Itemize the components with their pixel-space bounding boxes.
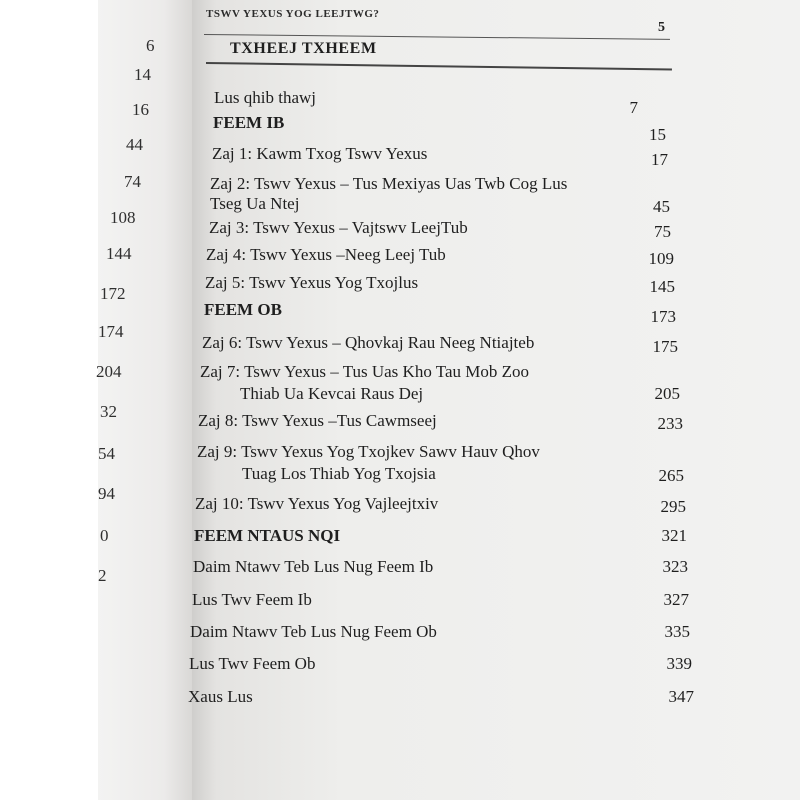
- toc-section-title: FEEM NTAUS NQI: [194, 526, 341, 545]
- toc-entry-title: Lus Twv Feem Ib: [192, 590, 312, 609]
- toc-entry-page: 175: [652, 337, 678, 356]
- toc-entry-title: Zaj 9: Tswv Yexus Yog Txojkev Sawv Hauv Qhov: [197, 442, 540, 461]
- left-page-number: 144: [106, 244, 132, 263]
- toc-entry-page: 339: [666, 654, 692, 673]
- page-number: 5: [658, 20, 665, 35]
- toc-entry-title: Zaj 5: Tswv Yexus Yog Txojlus: [205, 273, 419, 292]
- toc-entry-page: 321: [661, 526, 687, 545]
- left-page-number: 74: [124, 172, 141, 191]
- background-edge: [0, 0, 98, 800]
- left-page-number: 32: [100, 402, 117, 421]
- toc-entry-title: Zaj 10: Tswv Yexus Yog Vajleejtxiv: [195, 494, 439, 513]
- left-page-number: 16: [132, 100, 149, 119]
- left-page-number: 0: [100, 526, 109, 545]
- toc-entry-page: 265: [658, 466, 684, 485]
- toc-entry-title: Thiab Ua Kevcai Raus Dej: [240, 384, 424, 403]
- left-page-number: 94: [98, 484, 115, 503]
- left-page-number: 174: [98, 322, 124, 341]
- left-page-number: 44: [126, 135, 143, 154]
- toc-entry-page: 347: [668, 687, 694, 706]
- toc-entry-title: Lus qhib thawj: [214, 88, 316, 107]
- toc-entry-page: 295: [660, 497, 686, 516]
- toc-entry-page: 233: [657, 414, 683, 433]
- toc-entry-page: 109: [648, 249, 674, 268]
- toc-entry-title: Lus Twv Feem Ob: [189, 654, 316, 673]
- toc-entry-page: 7: [629, 98, 638, 117]
- toc-entry-title: Zaj 7: Tswv Yexus – Tus Uas Kho Tau Mob Zoo: [200, 362, 530, 381]
- toc-entry-title: Daim Ntawv Teb Lus Nug Feem Ib: [193, 557, 434, 576]
- toc-entry-page: 323: [662, 557, 688, 576]
- left-page-number: 14: [134, 65, 151, 84]
- toc-entry-title: Zaj 8: Tswv Yexus –Tus Cawmseej: [198, 411, 437, 430]
- toc-section-title: FEEM IB: [213, 113, 285, 132]
- left-page-number: 54: [98, 444, 115, 463]
- toc-entry-title: Zaj 2: Tswv Yexus – Tus Mexiyas Uas Twb Cog Lus: [210, 174, 568, 193]
- toc-entry-page: 327: [663, 590, 689, 609]
- toc-heading: TXHEEJ TXHEEM: [230, 40, 377, 57]
- left-page-number: 6: [146, 36, 155, 55]
- toc-entry-title: Zaj 4: Tswv Yexus –Neeg Leej Tub: [206, 245, 446, 264]
- left-page-number: 204: [96, 362, 122, 381]
- toc-entry-page: 335: [664, 622, 690, 641]
- left-page-number: 172: [100, 284, 126, 303]
- toc-entry-page: 145: [649, 277, 675, 296]
- running-title: TSWV YEXUS YOG LEEJTWG?: [206, 8, 380, 20]
- toc-entry-title: Tuag Los Thiab Yog Txojsia: [242, 464, 436, 483]
- toc-entry-title: Xaus Lus: [188, 687, 253, 706]
- toc-entry-title: Tseg Ua Ntej: [210, 194, 300, 213]
- toc-entry-title: Zaj 6: Tswv Yexus – Qhovkaj Rau Neeg Ntiajteb: [202, 333, 535, 352]
- toc-entry-page: 75: [654, 222, 671, 241]
- left-page: [98, 0, 192, 800]
- toc-entry-page: 205: [654, 384, 680, 403]
- toc-entry-page: 17: [651, 150, 668, 169]
- toc-section-title: FEEM OB: [204, 300, 282, 319]
- left-page-number: 2: [98, 566, 107, 585]
- left-page-number: 108: [110, 208, 136, 227]
- toc-entry-title: Daim Ntawv Teb Lus Nug Feem Ob: [190, 622, 437, 641]
- toc-entry-page: 173: [650, 307, 676, 326]
- toc-entry-title: Zaj 1: Kawm Txog Tswv Yexus: [212, 144, 428, 163]
- toc-entry-page: 45: [653, 197, 670, 216]
- toc-entry-title: Zaj 3: Tswv Yexus – Vajtswv LeejTub: [209, 218, 468, 237]
- toc-entry-page: 15: [649, 125, 666, 144]
